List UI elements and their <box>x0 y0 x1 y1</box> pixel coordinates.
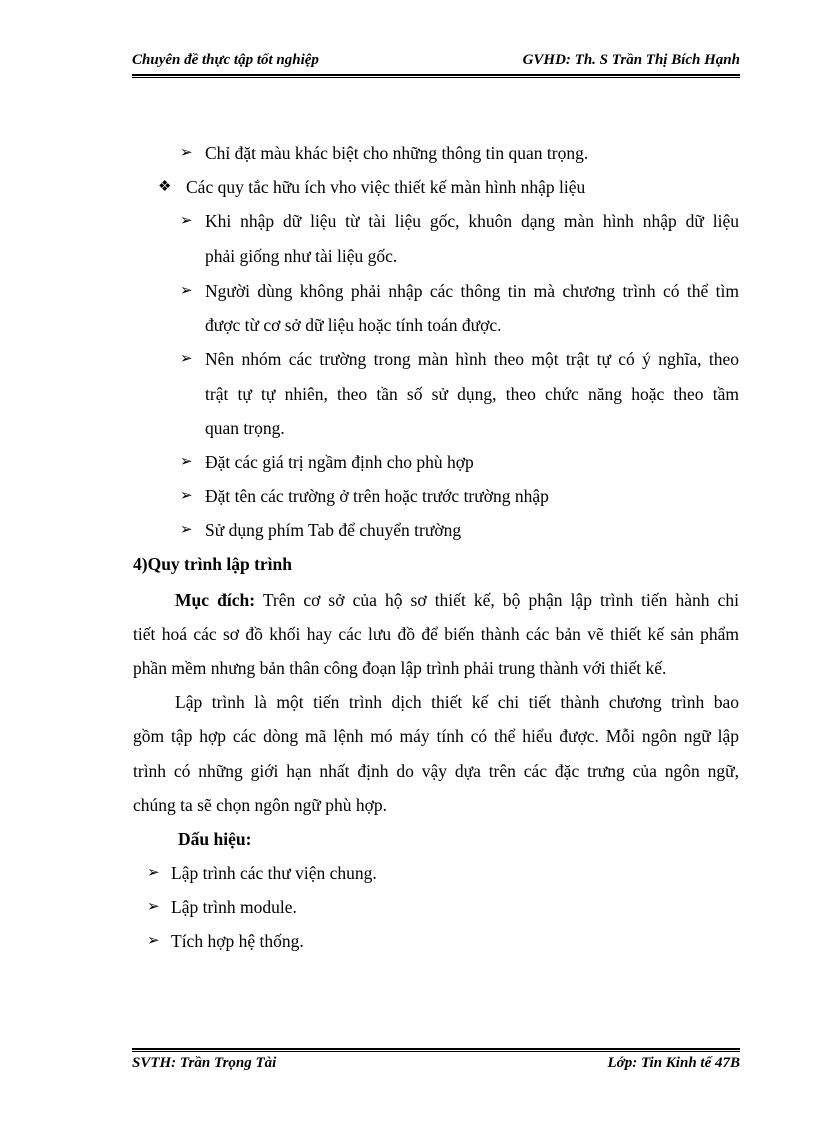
purpose-label: Mục đích: <box>175 590 256 610</box>
arrow-bullet-icon: ➢ <box>180 283 193 299</box>
paragraph-line: gồm tập hợp các dòng mã lệnh mó máy tính có thể hiểu được. Mỗi ngôn ngữ lập <box>133 726 739 746</box>
header-right: GVHD: Th. S Trần Thị Bích Hạnh <box>522 52 740 68</box>
footer-left: SVTH: Trần Trọng Tài <box>132 1055 277 1071</box>
footer-rule-thin <box>132 1051 740 1052</box>
bullet-text: Sử dụng phím Tab để chuyển trường <box>205 520 462 540</box>
arrow-bullet-icon: ➢ <box>180 454 193 470</box>
paragraph-text: Trên cơ sở của hộ sơ thiết kế, bộ phận lập trình tiến hành chi <box>262 590 739 610</box>
bullet-text-cont: trật tự tự nhiên, theo tần số sử dụng, theo chức năng hoặc theo tầm <box>205 384 739 404</box>
paragraph-line: trình có những giới hạn nhất định do vậy dựa trên các đặc trưng của ngôn ngữ, <box>133 761 739 781</box>
diamond-bullet-icon: ❖ <box>158 179 172 195</box>
paragraph-line: chúng ta sẽ chọn ngôn ngữ phù hợp. <box>133 795 387 815</box>
footer-rule-thick <box>132 1048 740 1050</box>
paragraph-line: phần mềm nhưng bản thân công đoạn lập trình phải trung thành với thiết kế. <box>133 658 667 678</box>
header-left: Chuyên đề thực tập tốt nghiệp <box>132 52 319 68</box>
arrow-bullet-icon: ➢ <box>180 522 193 538</box>
arrow-bullet-icon: ➢ <box>147 899 160 915</box>
signs-label: Dấu hiệu: <box>178 829 252 849</box>
arrow-bullet-icon: ➢ <box>180 351 193 367</box>
arrow-bullet-icon: ➢ <box>180 145 193 161</box>
header-rule-thick <box>132 74 740 76</box>
bullet-text: Chỉ đặt màu khác biệt cho những thông tin quan trọng. <box>205 143 589 163</box>
paragraph-line: Lập trình là một tiến trình dịch thiết kế chi tiết thành chương trình bao <box>175 692 739 712</box>
bullet-text: Khi nhập dữ liệu từ tài liệu gốc, khuôn dạng màn hình nhập dữ liệu <box>205 211 739 231</box>
section-bullet-text: Các quy tắc hữu ích vho việc thiết kế màn hình nhập liệu <box>186 177 586 197</box>
page-header <box>132 52 740 74</box>
bullet-text: Đặt các giá trị ngầm định cho phù hợp <box>205 452 474 472</box>
arrow-bullet-icon: ➢ <box>147 933 160 949</box>
page-footer <box>132 1055 740 1077</box>
bullet-text-cont: được từ cơ sở dữ liệu hoặc tính toán được. <box>205 315 502 335</box>
bullet-text: Lập trình các thư viện chung. <box>171 863 377 883</box>
bullet-text: Đặt tên các trường ở trên hoặc trước trường nhập <box>205 486 549 506</box>
section-heading: 4)Quy trình lập trình <box>133 554 292 574</box>
arrow-bullet-icon: ➢ <box>180 213 193 229</box>
bullet-text: Người dùng không phải nhập các thông tin mà chương trình có thể tìm <box>205 281 739 301</box>
arrow-bullet-icon: ➢ <box>180 488 193 504</box>
header-rule-thin <box>132 77 740 78</box>
paragraph-line <box>133 589 739 611</box>
bullet-text: Lập trình module. <box>171 897 297 917</box>
footer-right: Lớp: Tin Kinh tế 47B <box>607 1055 740 1071</box>
arrow-bullet-icon: ➢ <box>147 865 160 881</box>
paragraph-line: tiết hoá các sơ đồ khối hay các lưu đồ để biến thành các bản vẽ thiết kế sản phẩm <box>133 624 739 644</box>
bullet-text: Tích hợp hệ thống. <box>171 931 304 951</box>
bullet-text-cont: phải giống như tài liệu gốc. <box>205 246 398 266</box>
bullet-text: Nên nhóm các trường trong màn hình theo một trật tự có ý nghĩa, theo <box>205 349 739 369</box>
bullet-text-cont: quan trọng. <box>205 418 285 438</box>
